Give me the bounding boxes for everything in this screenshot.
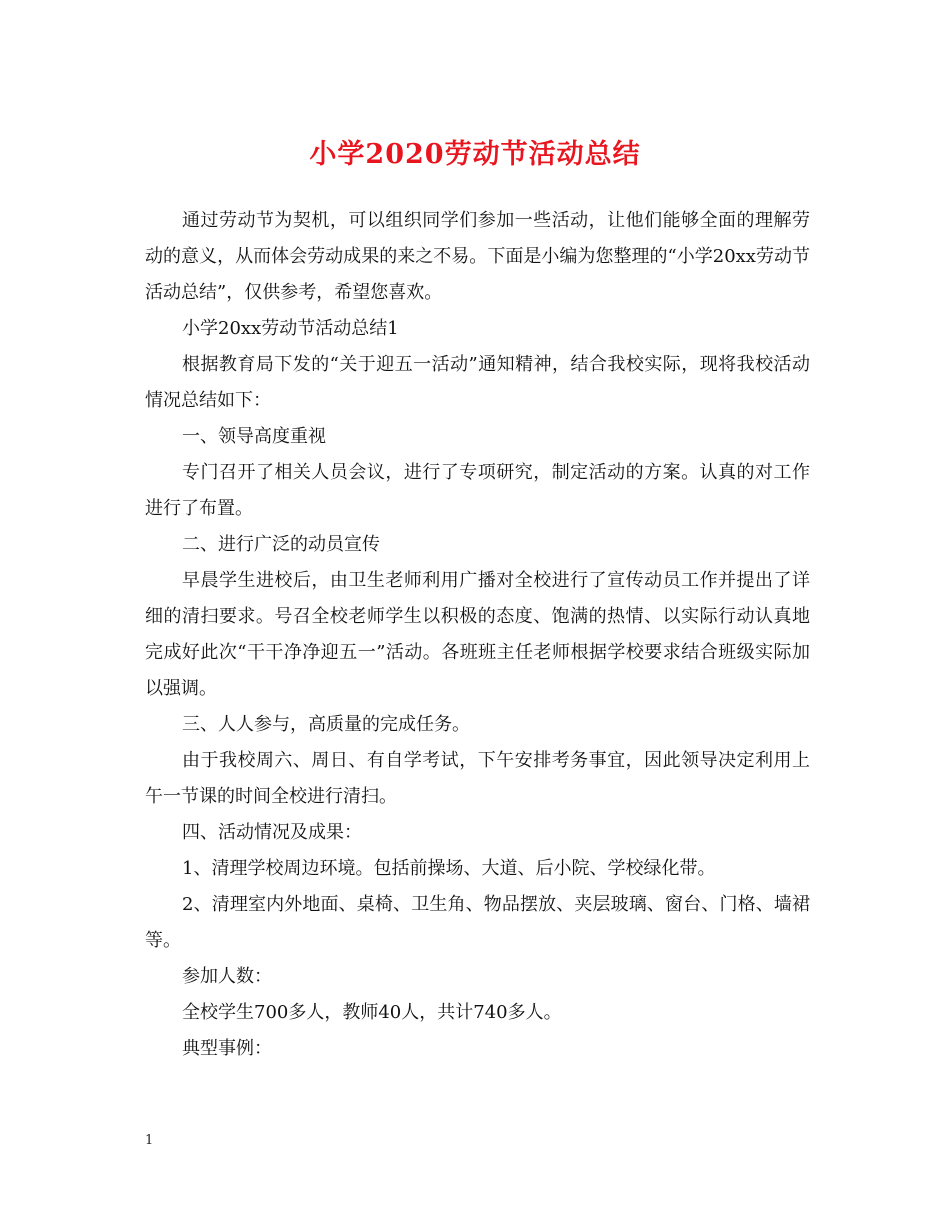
paragraph: 根据教育局下发的“关于迎五一活动”通知精神，结合我校实际，现将我校活动情况总结如下： [145,354,810,411]
list-item: 1、清理学校周边环境。包括前操场、大道、后小院、学校绿化带。 [182,858,716,879]
paragraph: 全校学生700多人，教师40人，共计740多人。 [182,1002,562,1023]
paragraph: 典型事例： [182,1038,272,1059]
subheading: 二、进行广泛的动员宣传 [182,534,380,555]
section-heading: 小学20xx劳动节活动总结1 [182,318,399,339]
document-title: 小学2020劳动节活动总结 [309,139,641,170]
document-body [145,203,810,1067]
subheading: 三、人人参与，高质量的完成任务。 [182,714,470,735]
paragraph-intro: 通过劳动节为契机，可以组织同学们参加一些活动，让他们能够全面的理解劳动的意义，从而体会劳动成果的来之不易。下面是小编为您整理的“小学20xx劳动节活动总结”，仅供参考，希望您喜欢。 [145,210,810,303]
subheading: 四、活动情况及成果： [182,822,362,843]
paragraph: 专门召开了相关人员会议，进行了专项研究，制定活动的方案。认真的对工作进行了布置。 [145,462,810,519]
subheading: 一、领导高度重视 [182,426,326,447]
list-item: 2、清理室内外地面、桌椅、卫生角、物品摆放、夹层玻璃、窗台、门格、墙裙等。 [145,894,810,951]
paragraph: 参加人数： [182,966,272,987]
page-number: 1 [145,1133,154,1148]
paragraph: 早晨学生进校后，由卫生老师利用广播对全校进行了宣传动员工作并提出了详细的清扫要求。号召全校老师学生以积极的态度、饱满的热情、以实际行动认真地完成好此次“干干净净迎五一”活动。各班班主任老师根据学校要求结合班级实际加以强调。 [145,570,810,699]
paragraph: 由于我校周六、周日、有自学考试，下午安排考务事宜，因此领导决定利用上午一节课的时间全校进行清扫。 [145,750,810,807]
